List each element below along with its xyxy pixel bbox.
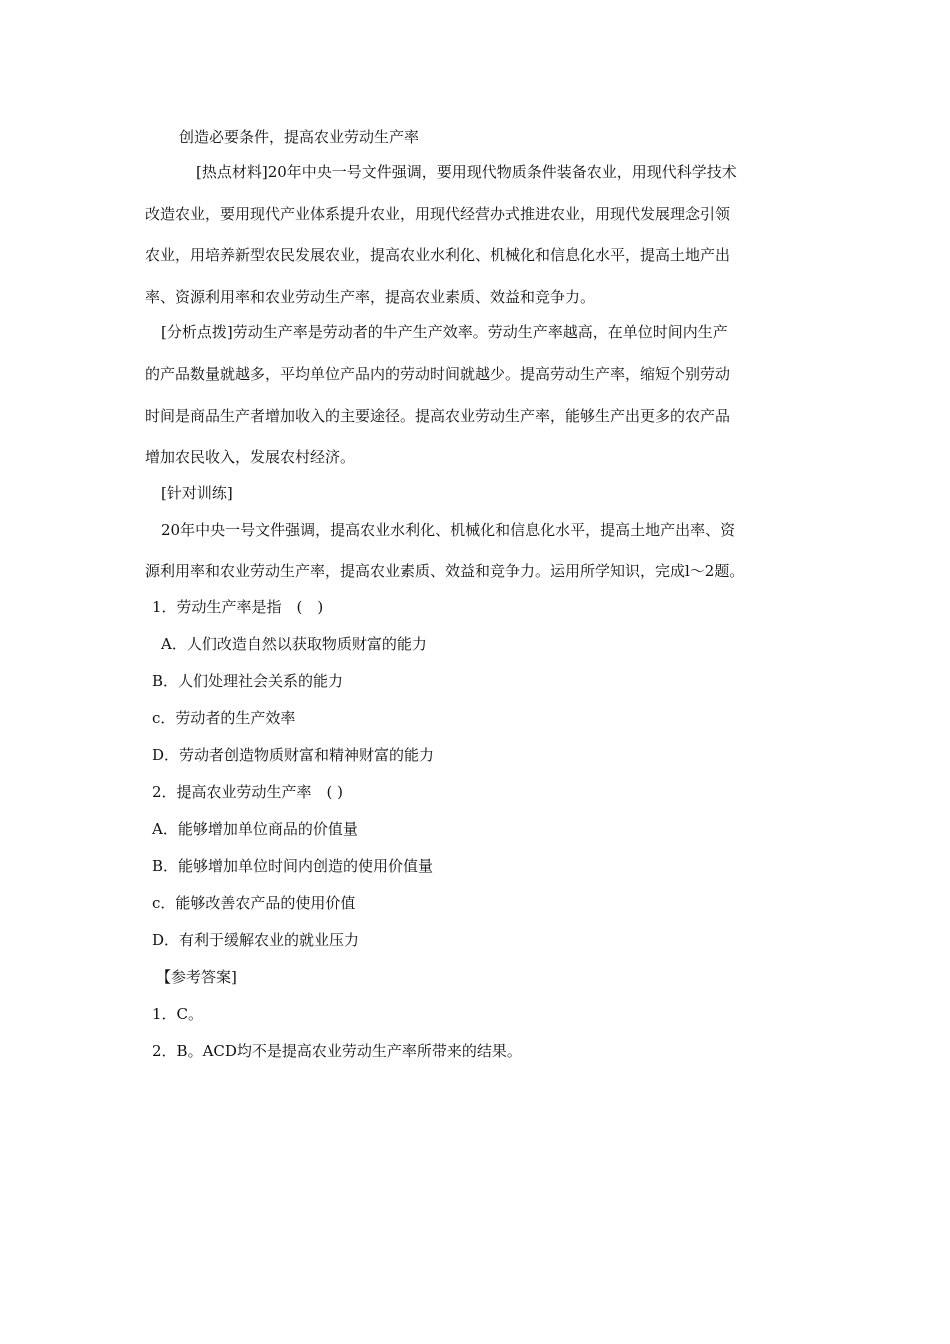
text-line: 农业，用培养新型农民发展农业，提高农业水利化、机械化和信息化水平，提高土地产出 [145, 246, 731, 264]
text-line: [热点材料]20年中央一号文件强调，要用现代物质条件装备农业，用现代科学技术 [196, 163, 737, 181]
question-option: B．人们处理社会关系的能力 [152, 672, 344, 690]
answer-line: 1．C。 [152, 1005, 204, 1023]
question-option: c．劳动者的生产效率 [152, 709, 296, 727]
text-line: 时间是商品生产者增加收入的主要途径。提高农业劳动生产率，能够生产出更多的农产品 [145, 407, 731, 425]
question-option: c．能够改善农产品的使用价值 [152, 894, 356, 912]
text-line: 源利用率和农业劳动生产率，提高农业素质、效益和竞争力。运用所学知识，完成l～2题。 [145, 562, 745, 580]
question-option: D．劳动者创造物质财富和精神财富的能力 [152, 746, 435, 764]
question-stem: 2．提高农业劳动生产率 ( ) [152, 783, 344, 801]
question-option: A．人们改造自然以获取物质财富的能力 [161, 635, 427, 653]
heading-line: 创造必要条件，提高农业劳动生产率 [179, 128, 420, 146]
question-option: B．能够增加单位时间内创造的使用价值量 [152, 857, 434, 875]
answer-line: 2．B。ACD均不是提高农业劳动生产率所带来的结果。 [152, 1042, 522, 1060]
text-line: [分析点拨]劳动生产率是劳动者的牛产生产效率。劳动生产率越高，在单位时间内生产 [161, 323, 728, 341]
question-stem: 1．劳动生产率是指 ( ) [152, 598, 324, 616]
training-title: [针对训练] [161, 484, 233, 502]
answer-title: 【参考答案] [156, 968, 237, 986]
text-line: 增加农民收入，发展农村经济。 [145, 448, 356, 466]
text-line: 改造农业，要用现代产业体系提升农业，用现代经营办式推进农业，用现代发展理念引领 [145, 205, 731, 223]
question-option: A．能够增加单位商品的价值量 [152, 820, 358, 838]
question-option: D．有利于缓解农业的就业压力 [152, 931, 360, 949]
text-line: 20年中央一号文件强调，提高农业水利化、机械化和信息化水平，提高土地产出率、资 [161, 521, 736, 539]
text-line: 率、资源利用率和农业劳动生产率，提高农业素质、效益和竞争力。 [145, 288, 596, 306]
text-line: 的产品数量就越多，平均单位产品内的劳动时间就越少。提高劳动生产率，缩短个别劳动 [145, 365, 731, 383]
